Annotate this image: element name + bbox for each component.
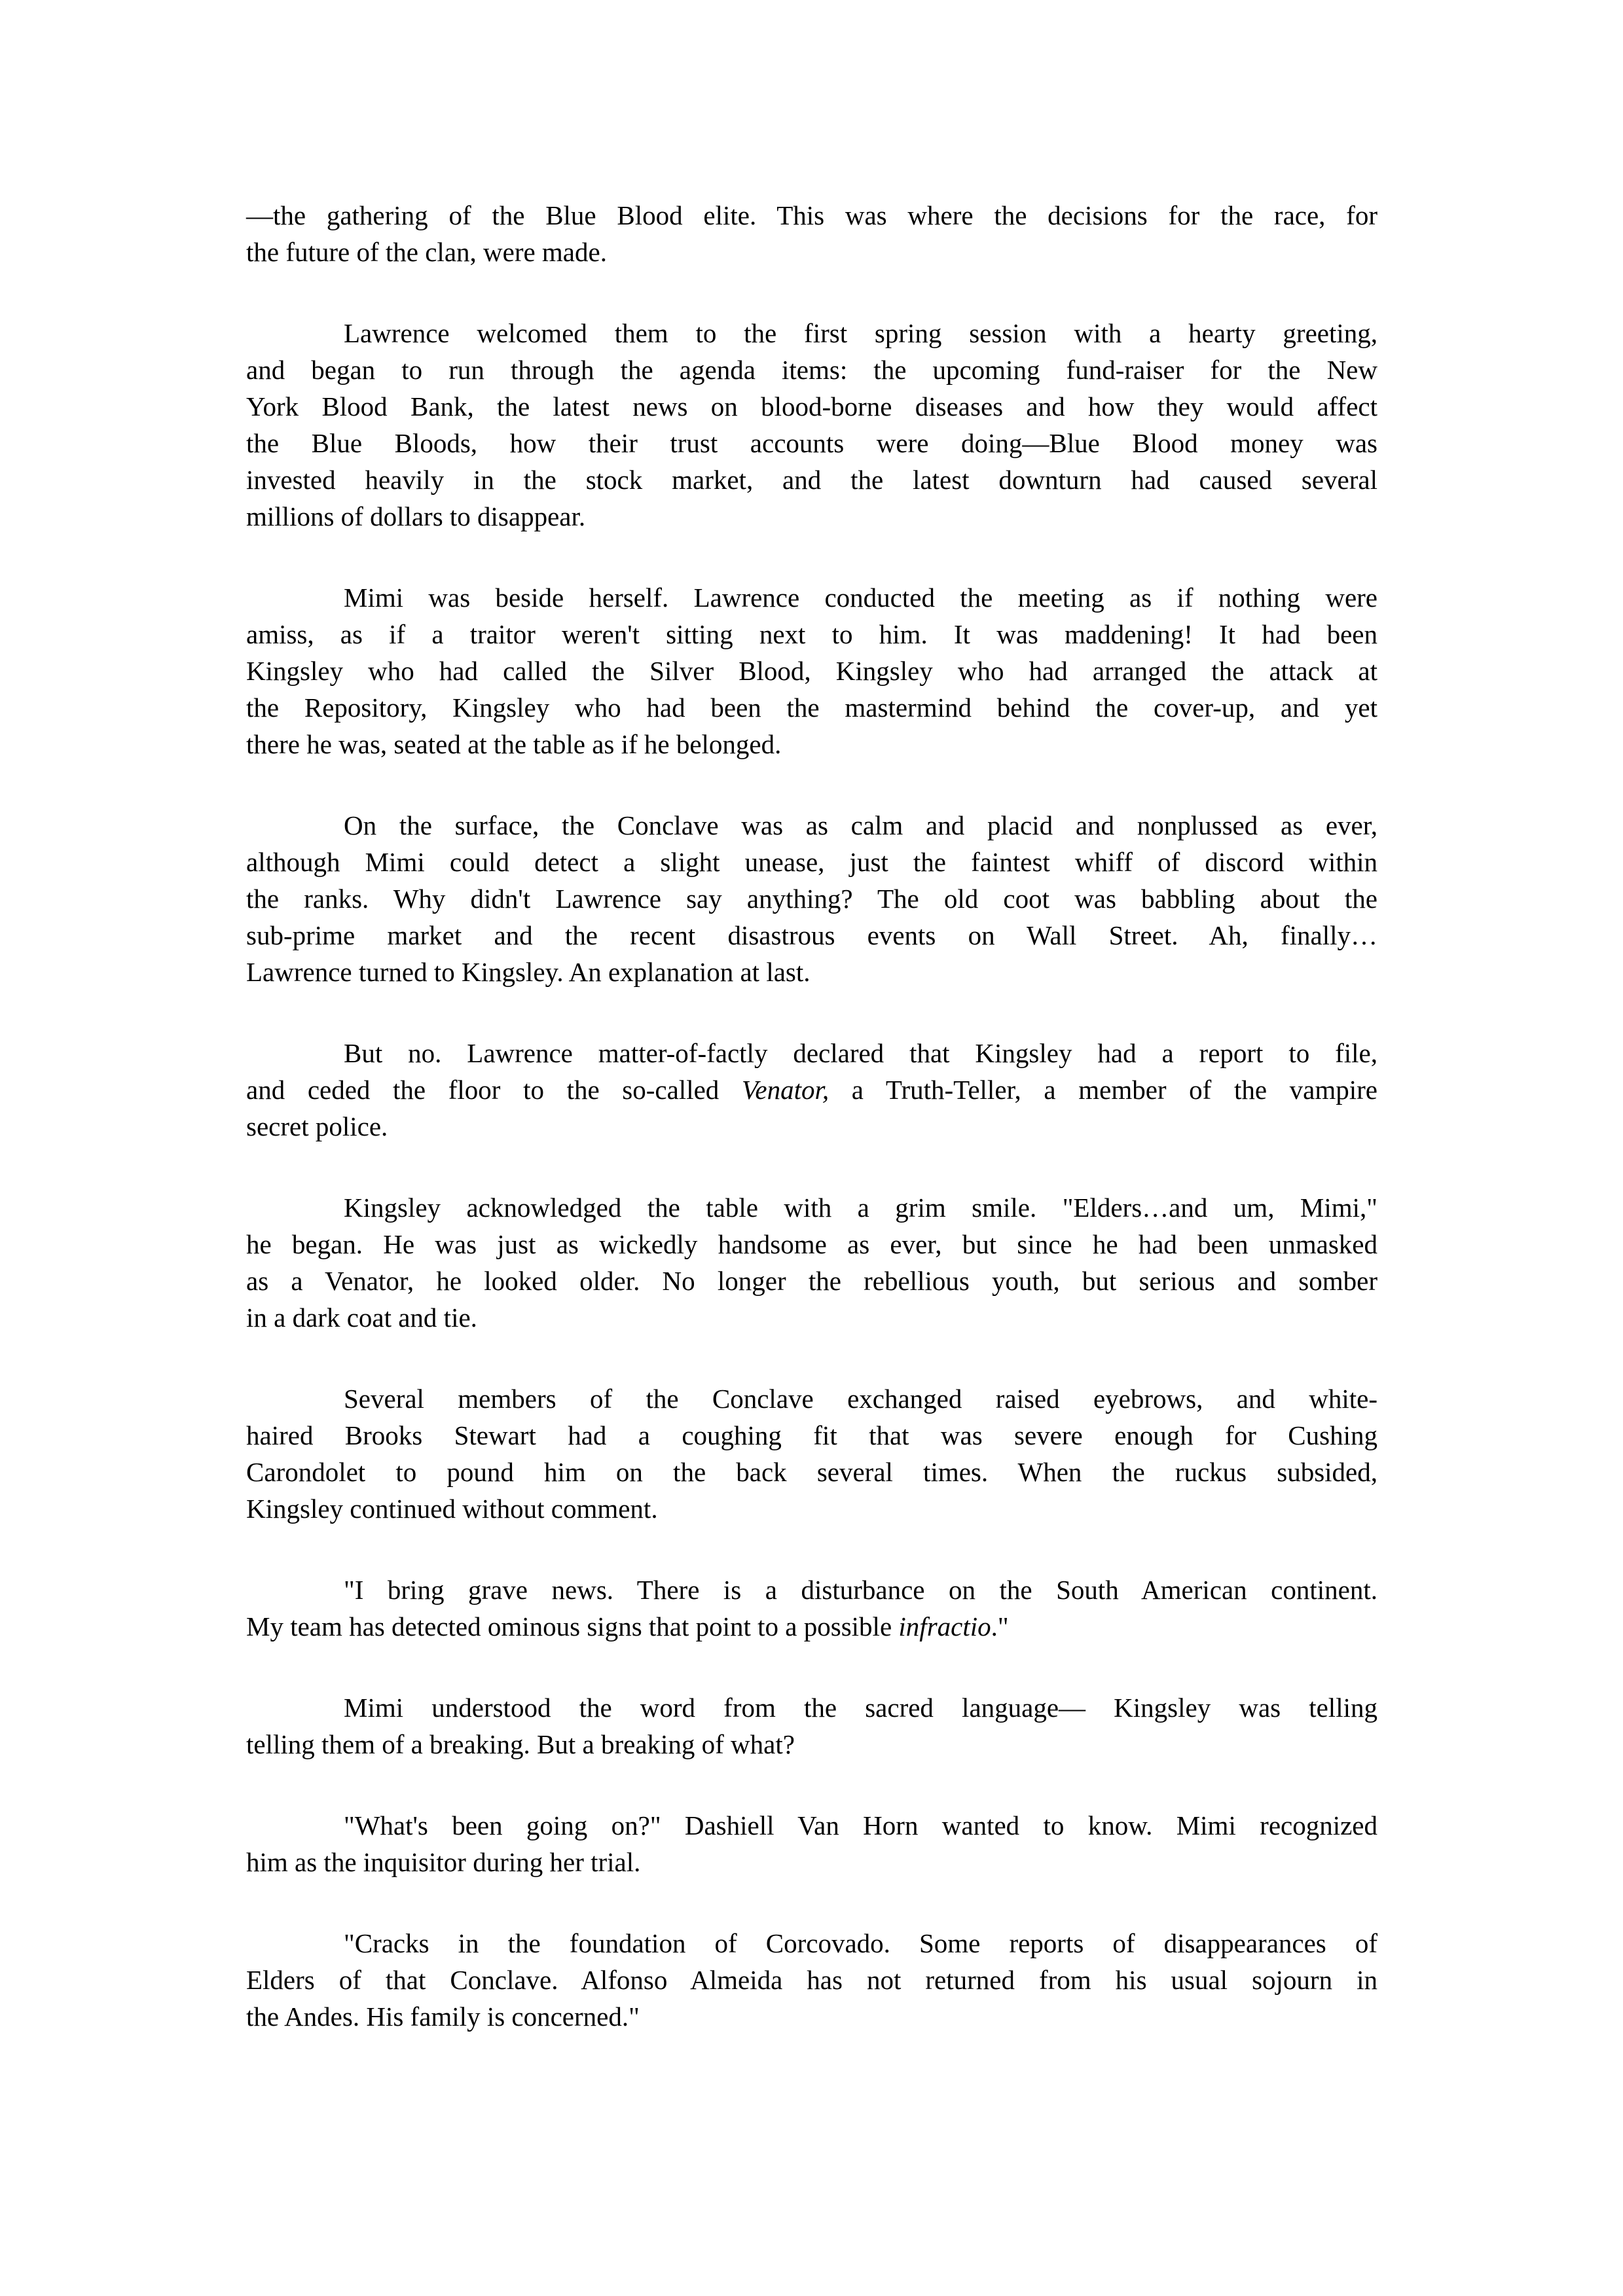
text-line: "Cracks in the foundation of Corcovado. Some reports of disappearances of [344,1928,1377,1958]
text-line: millions of dollars to disappear. [246,501,586,531]
text-line: the Blue Bloods, how their trust accounts were doing—Blue Blood money was [246,428,1377,458]
text-line: although Mimi could detect a slight unease, just the faintest whiff of discord within [246,847,1377,877]
text-line: the ranks. Why didn't Lawrence say anything? The old coot was babbling about the [246,884,1377,914]
text-line: Elders of that Conclave. Alfonso Almeida has not returned from his usual sojourn in [246,1965,1377,1995]
text-block [246,197,1377,2079]
text-line: as a Venator, he looked older. No longer the rebellious youth, but serious and somber [246,1266,1377,1296]
text-line: Kingsley acknowledged the table with a grim smile. "Elders…and um, Mimi," [344,1193,1377,1223]
text-line: him as the inquisitor during her trial. [246,1847,641,1877]
paragraph-4 [246,807,1377,990]
text-line: Kingsley who had called the Silver Blood, Kingsley who had arranged the attack at [246,656,1377,686]
text-line: invested heavily in the stock market, and the latest downturn had caused several [246,465,1377,495]
text-line: My team has detected ominous signs that point to a possible infractio." [246,1611,1009,1641]
text-line: he began. He was just as wickedly handsome as ever, but since he had been unmasked [246,1229,1377,1259]
text-line: Mimi was beside herself. Lawrence conducted the meeting as if nothing were [344,583,1377,613]
text-line: Lawrence welcomed them to the first spring session with a hearty greeting, [344,318,1377,348]
text-line: Several members of the Conclave exchanged raised eyebrows, and white- [344,1384,1377,1414]
text-line: the Andes. His family is concerned." [246,2001,640,2032]
text-line: and began to run through the agenda items: the upcoming fund-raiser for the New [246,355,1377,385]
paragraph-9 [246,1689,1377,1763]
paragraph-2 [246,315,1377,535]
text-line: amiss, as if a traitor weren't sitting next to him. It was maddening! It had been [246,619,1377,649]
paragraph-11 [246,1925,1377,2035]
text-line: "What's been going on?" Dashiell Van Horn wanted to know. Mimi recognized [344,1810,1377,1840]
text-line: sub-prime market and the recent disastrous events on Wall Street. Ah, finally… [246,920,1377,950]
text-line: the Repository, Kingsley who had been the mastermind behind the cover-up, and yet [246,692,1377,723]
paragraph-10 [246,1807,1377,1880]
text-line: telling them of a breaking. But a breaking of what? [246,1729,795,1759]
text-line: and ceded the floor to the so-called Venator, a Truth-Teller, a member of the vampire [246,1075,1377,1105]
text-line: On the surface, the Conclave was as calm and placid and nonplussed as ever, [344,810,1377,840]
text-line: Mimi understood the word from the sacred language— Kingsley was telling [344,1693,1377,1723]
text-line: —the gathering of the Blue Blood elite. This was where the decisions for the race, for [246,200,1377,230]
paragraph-1 [246,197,1377,270]
text-line: "I bring grave news. There is a disturbance on the South American continent. [344,1575,1377,1605]
paragraph-7 [246,1380,1377,1527]
text-line: Lawrence turned to Kingsley. An explanation at last. [246,957,811,987]
paragraph-5 [246,1035,1377,1145]
text-line: the future of the clan, were made. [246,237,607,267]
paragraph-8 [246,1571,1377,1645]
text-line: secret police. [246,1111,388,1141]
text-line: Carondolet to pound him on the back several times. When the ruckus subsided, [246,1457,1377,1487]
text-line: in a dark coat and tie. [246,1302,477,1333]
text-line: haired Brooks Stewart had a coughing fit that was severe enough for Cushing [246,1420,1377,1450]
paragraph-3 [246,579,1377,762]
text-line: York Blood Bank, the latest news on blood-borne diseases and how they would affect [246,391,1377,422]
text-line: Kingsley continued without comment. [246,1494,658,1524]
text-line: But no. Lawrence matter-of-factly declared that Kingsley had a report to file, [344,1038,1377,1068]
text-line: there he was, seated at the table as if he belonged. [246,729,782,759]
paragraph-6 [246,1189,1377,1336]
